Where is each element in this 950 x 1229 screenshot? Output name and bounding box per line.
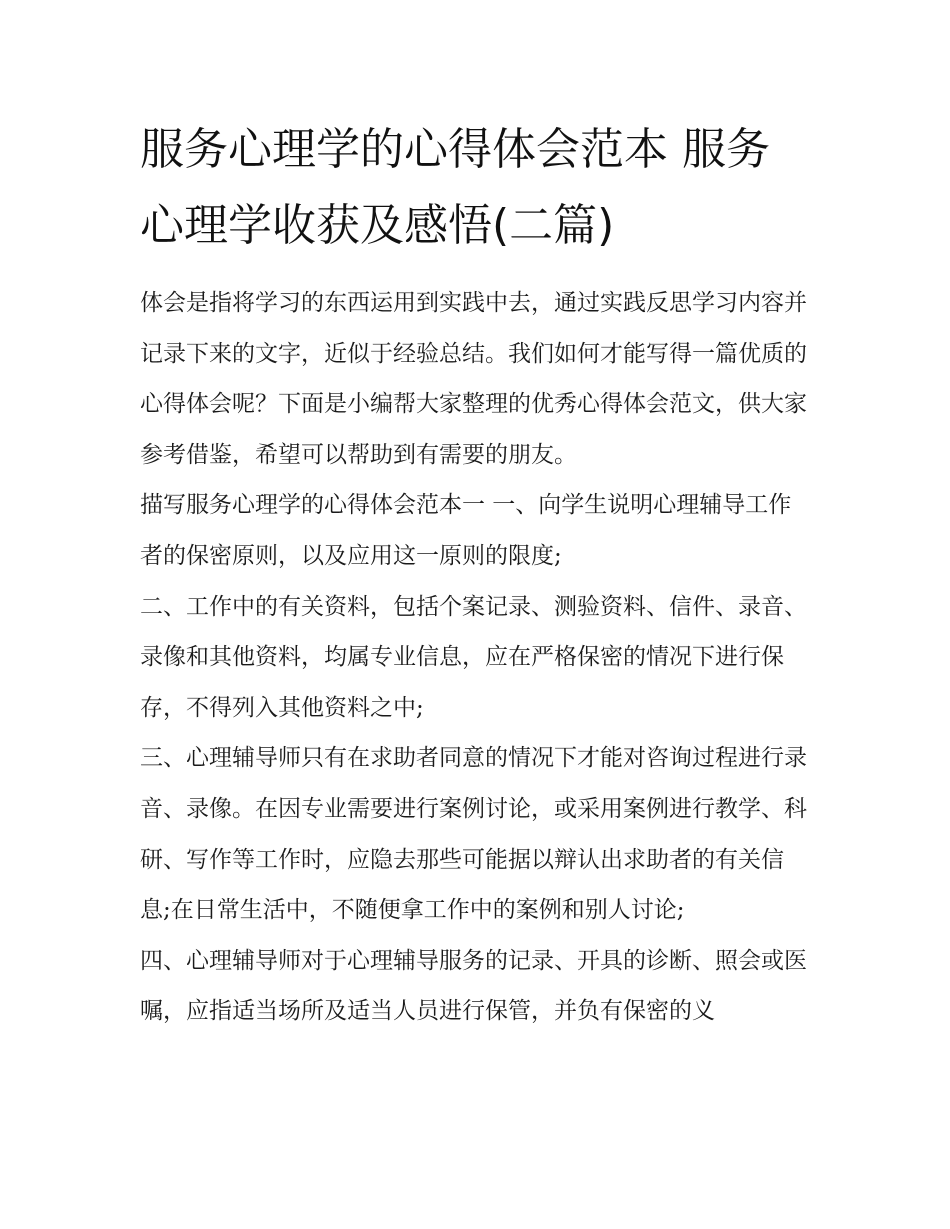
paragraph-1: 描写服务心理学的心得体会范本一 一、向学生说明心理辅导工作者的保密原则，以及应用这一原则的限度;: [140, 492, 792, 569]
document-page: [140, 112, 812, 1037]
document-body: [140, 278, 812, 1037]
paragraph-intro: 体会是指将学习的东西运用到实践中去，通过实践反思学习内容并记录下来的文字，近似于经验总结。我们如何才能写得一篇优质的心得体会呢？下面是小编帮大家整理的优秀心得体会范文，供大家参考借鉴，希望可以帮助到有需要的朋友。: [140, 290, 807, 468]
paragraph-3: 三、心理辅导师只有在求助者同意的情况下才能对咨询过程进行录音、录像。在因专业需要进行案例讨论，或采用案例进行教学、科研、写作等工作时，应隐去那些可能据以辩认出求助者的有关信息;在日常生活中，不随便拿工作中的案例和别人讨论;: [140, 745, 807, 924]
document-title: 服务心理学的心得体会范本 服务心理学收获及感悟(二篇): [140, 124, 770, 251]
paragraph-2: 二、工作中的有关资料，包括个案记录、测验资料、信件、录音、录像和其他资料，均属专业信息，应在严格保密的情况下进行保存，不得列入其他资料之中;: [140, 593, 807, 721]
paragraph-4: 四、心理辅导师对于心理辅导服务的记录、开具的诊断、照会或医嘱，应指适当场所及适当人员进行保管，并负有保密的义: [140, 947, 807, 1025]
